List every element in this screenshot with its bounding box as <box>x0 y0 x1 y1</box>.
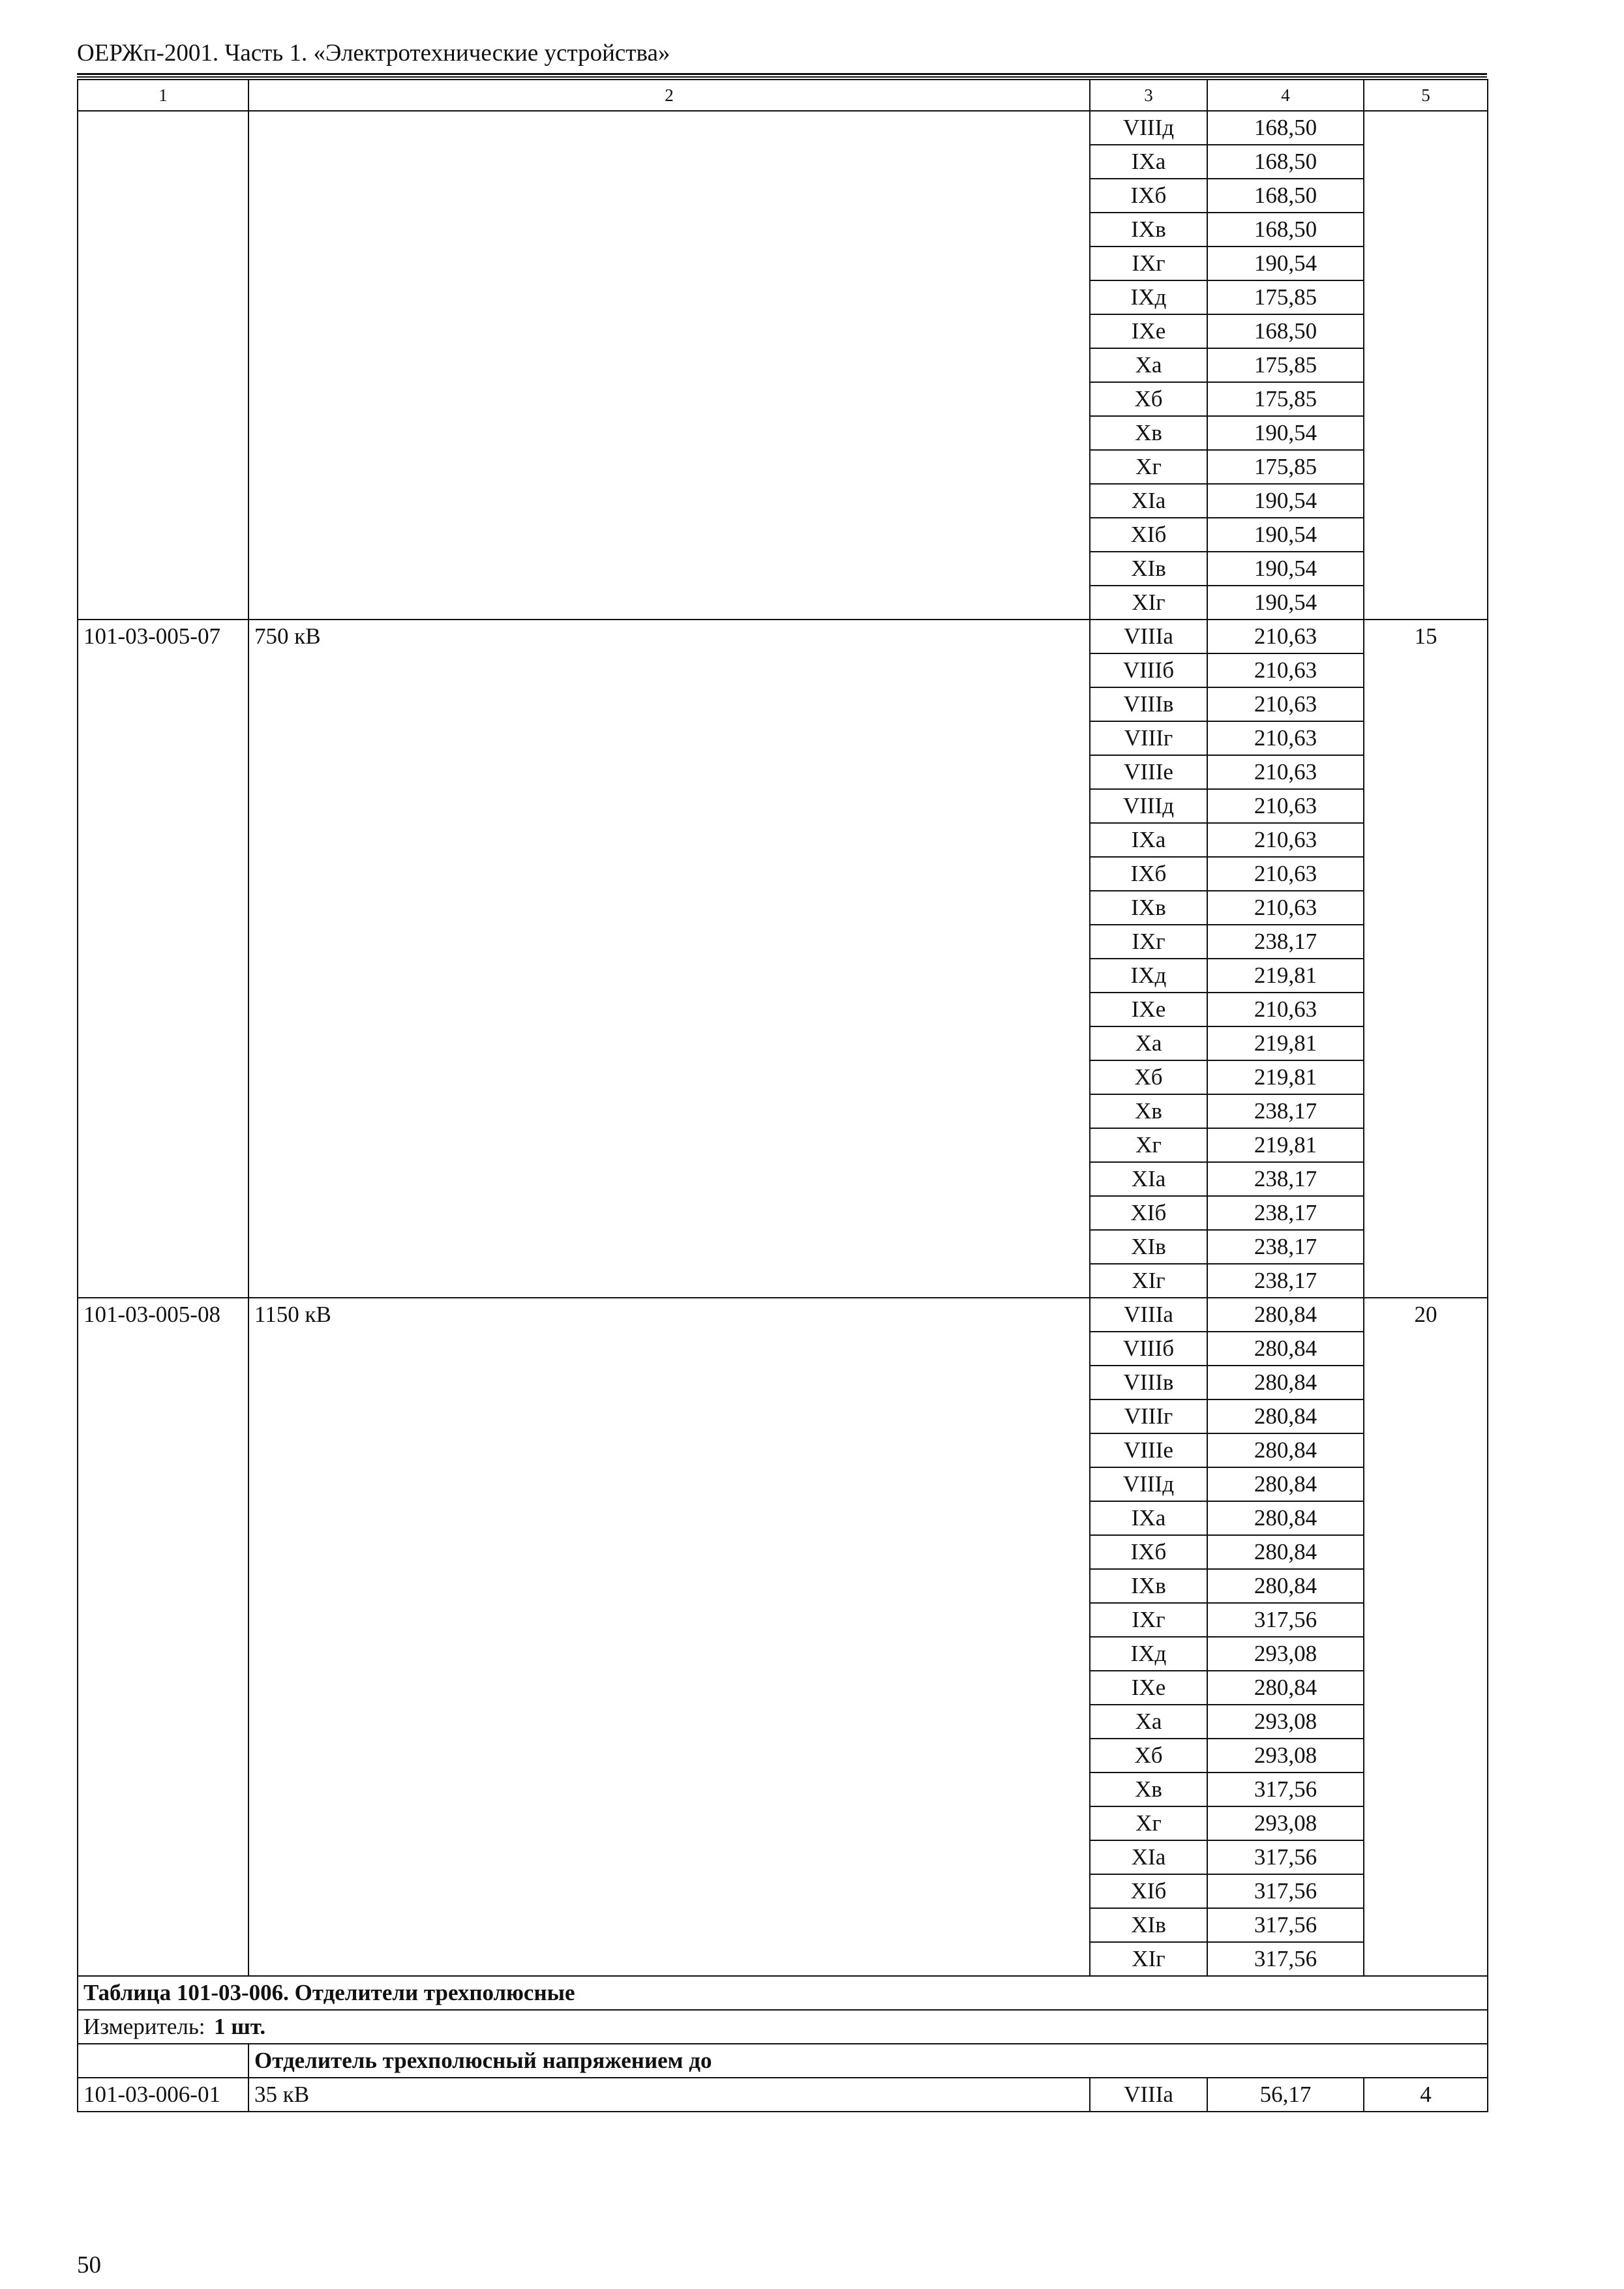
price-cell: 238,17 <box>1207 1162 1364 1196</box>
table-row <box>78 111 1488 145</box>
price-cell: 168,50 <box>1207 145 1364 179</box>
table-row <box>78 2078 1488 2112</box>
item-code: 101-03-006-01 <box>78 2078 248 2112</box>
zone-cell: VIIIд <box>1090 789 1207 823</box>
zone-cell: XIв <box>1090 1908 1207 1942</box>
zone-cell: XIб <box>1090 518 1207 552</box>
meter-label: Измеритель: <box>83 2014 205 2039</box>
empty-cell <box>78 2044 248 2078</box>
zone-cell: IXв <box>1090 213 1207 247</box>
zone-cell: IXв <box>1090 891 1207 925</box>
price-cell: 293,08 <box>1207 1637 1364 1671</box>
zone-cell: Xв <box>1090 416 1207 450</box>
table-row <box>78 1298 1488 1332</box>
price-cell: 238,17 <box>1207 1264 1364 1298</box>
item-code: 101-03-005-07 <box>78 620 248 1298</box>
section-table-title: Таблица 101-03-006. Отделители трехполюсные <box>78 1976 1488 2010</box>
price-cell: 210,63 <box>1207 687 1364 721</box>
zone-cell: IXг <box>1090 1603 1207 1637</box>
meter-cell <box>78 2010 1488 2044</box>
zone-cell: VIIIд <box>1090 111 1207 145</box>
zone-cell: VIIIд <box>1090 1467 1207 1501</box>
zone-cell: Xв <box>1090 1094 1207 1128</box>
zone-cell: Xг <box>1090 1128 1207 1162</box>
price-cell: 280,84 <box>1207 1671 1364 1705</box>
column-number: 4 <box>1207 80 1364 111</box>
price-cell: 280,84 <box>1207 1298 1364 1332</box>
price-cell: 317,56 <box>1207 1942 1364 1976</box>
zone-cell: XIа <box>1090 484 1207 518</box>
column-number: 1 <box>78 80 248 111</box>
column-number: 5 <box>1364 80 1488 111</box>
zone-cell: IXе <box>1090 314 1207 348</box>
meter-row <box>78 2010 1488 2044</box>
price-cell: 293,08 <box>1207 1739 1364 1773</box>
zone-cell: XIб <box>1090 1196 1207 1230</box>
price-cell: 168,50 <box>1207 213 1364 247</box>
zone-cell: IXа <box>1090 1501 1207 1535</box>
price-cell: 190,54 <box>1207 518 1364 552</box>
zone-cell: Xг <box>1090 450 1207 484</box>
price-cell: 190,54 <box>1207 247 1364 280</box>
zone-cell: VIIIе <box>1090 1433 1207 1467</box>
price-cell: 210,63 <box>1207 891 1364 925</box>
price-cell: 210,63 <box>1207 993 1364 1026</box>
meter-value: 1 шт. <box>214 2014 266 2039</box>
price-cell: 168,50 <box>1207 314 1364 348</box>
zone-cell: VIIIа <box>1090 620 1207 653</box>
price-cell: 175,85 <box>1207 450 1364 484</box>
price-cell: 219,81 <box>1207 1026 1364 1060</box>
price-cell: 190,54 <box>1207 484 1364 518</box>
zone-cell: Xб <box>1090 1739 1207 1773</box>
price-cell: 210,63 <box>1207 620 1364 653</box>
zone-cell: XIб <box>1090 1874 1207 1908</box>
price-cell: 210,63 <box>1207 857 1364 891</box>
item-code <box>78 111 248 620</box>
zone-cell: XIг <box>1090 586 1207 620</box>
price-cell: 317,56 <box>1207 1840 1364 1874</box>
price-cell: 56,17 <box>1207 2078 1364 2112</box>
zone-cell: XIв <box>1090 552 1207 586</box>
zone-cell: Xа <box>1090 1705 1207 1739</box>
price-cell: 219,81 <box>1207 1060 1364 1094</box>
price-cell: 280,84 <box>1207 1569 1364 1603</box>
price-cell: 280,84 <box>1207 1535 1364 1569</box>
zone-cell: Xв <box>1090 1773 1207 1806</box>
column-number: 2 <box>248 80 1090 111</box>
zone-cell: VIIIе <box>1090 755 1207 789</box>
price-cell: 175,85 <box>1207 382 1364 416</box>
section-title-row <box>78 1976 1488 2010</box>
price-cell: 219,81 <box>1207 959 1364 993</box>
zone-cell: IXг <box>1090 925 1207 959</box>
price-cell: 210,63 <box>1207 789 1364 823</box>
price-cell: 190,54 <box>1207 586 1364 620</box>
zone-cell: VIIIв <box>1090 1366 1207 1399</box>
price-cell: 280,84 <box>1207 1332 1364 1366</box>
page-number: 50 <box>77 2252 101 2279</box>
zone-cell: IXг <box>1090 247 1207 280</box>
col5-cell: 15 <box>1364 620 1488 1298</box>
item-name: 750 кВ <box>248 620 1090 1298</box>
price-cell: 317,56 <box>1207 1874 1364 1908</box>
price-cell: 317,56 <box>1207 1773 1364 1806</box>
price-cell: 168,50 <box>1207 179 1364 213</box>
document-header-title: ОЕРЖп-2001. Часть 1. «Электротехнические устройства» <box>77 40 670 67</box>
col5-cell <box>1364 111 1488 620</box>
subheading-row <box>78 2044 1488 2078</box>
column-number-row <box>78 80 1488 111</box>
zone-cell: Xа <box>1090 1026 1207 1060</box>
item-name: 1150 кВ <box>248 1298 1090 1976</box>
zone-cell: IXе <box>1090 993 1207 1026</box>
zone-cell: Xа <box>1090 348 1207 382</box>
zone-cell: Xб <box>1090 382 1207 416</box>
price-cell: 219,81 <box>1207 1128 1364 1162</box>
zone-cell: IXб <box>1090 1535 1207 1569</box>
table-row <box>78 620 1488 653</box>
col5-cell: 4 <box>1364 2078 1488 2112</box>
zone-cell: IXб <box>1090 179 1207 213</box>
zone-cell: Xб <box>1090 1060 1207 1094</box>
price-cell: 190,54 <box>1207 416 1364 450</box>
zone-cell: IXд <box>1090 280 1207 314</box>
zone-cell: VIIIб <box>1090 653 1207 687</box>
price-cell: 293,08 <box>1207 1705 1364 1739</box>
header-rule-bottom <box>77 76 1487 78</box>
zone-cell: IXв <box>1090 1569 1207 1603</box>
price-cell: 238,17 <box>1207 1094 1364 1128</box>
price-cell: 175,85 <box>1207 348 1364 382</box>
zone-cell: VIIIб <box>1090 1332 1207 1366</box>
item-name <box>248 111 1090 620</box>
price-cell: 238,17 <box>1207 925 1364 959</box>
price-cell: 280,84 <box>1207 1501 1364 1535</box>
header-rule-top <box>77 73 1487 75</box>
zone-cell: VIIIа <box>1090 1298 1207 1332</box>
zone-cell: IXб <box>1090 857 1207 891</box>
zone-cell: IXа <box>1090 145 1207 179</box>
rates-table <box>77 79 1488 2112</box>
price-cell: 317,56 <box>1207 1603 1364 1637</box>
price-cell: 175,85 <box>1207 280 1364 314</box>
price-cell: 280,84 <box>1207 1433 1364 1467</box>
price-cell: 280,84 <box>1207 1366 1364 1399</box>
item-name: 35 кВ <box>248 2078 1090 2112</box>
price-cell: 280,84 <box>1207 1467 1364 1501</box>
zone-cell: IXд <box>1090 959 1207 993</box>
zone-cell: IXд <box>1090 1637 1207 1671</box>
zone-cell: XIг <box>1090 1264 1207 1298</box>
price-cell: 168,50 <box>1207 111 1364 145</box>
price-cell: 190,54 <box>1207 552 1364 586</box>
price-cell: 210,63 <box>1207 721 1364 755</box>
zone-cell: VIIIа <box>1090 2078 1207 2112</box>
price-cell: 293,08 <box>1207 1806 1364 1840</box>
price-cell: 210,63 <box>1207 653 1364 687</box>
zone-cell: VIIIг <box>1090 1399 1207 1433</box>
price-cell: 280,84 <box>1207 1399 1364 1433</box>
price-cell: 210,63 <box>1207 755 1364 789</box>
price-cell: 238,17 <box>1207 1230 1364 1264</box>
col5-cell: 20 <box>1364 1298 1488 1976</box>
column-number: 3 <box>1090 80 1207 111</box>
price-cell: 317,56 <box>1207 1908 1364 1942</box>
zone-cell: IXа <box>1090 823 1207 857</box>
zone-cell: XIа <box>1090 1840 1207 1874</box>
zone-cell: XIв <box>1090 1230 1207 1264</box>
item-code: 101-03-005-08 <box>78 1298 248 1976</box>
zone-cell: Xг <box>1090 1806 1207 1840</box>
price-cell: 238,17 <box>1207 1196 1364 1230</box>
zone-cell: XIа <box>1090 1162 1207 1196</box>
price-cell: 210,63 <box>1207 823 1364 857</box>
zone-cell: VIIIг <box>1090 721 1207 755</box>
zone-cell: VIIIв <box>1090 687 1207 721</box>
zone-cell: XIг <box>1090 1942 1207 1976</box>
section-subheading: Отделитель трехполюсный напряжением до <box>248 2044 1488 2078</box>
zone-cell: IXе <box>1090 1671 1207 1705</box>
